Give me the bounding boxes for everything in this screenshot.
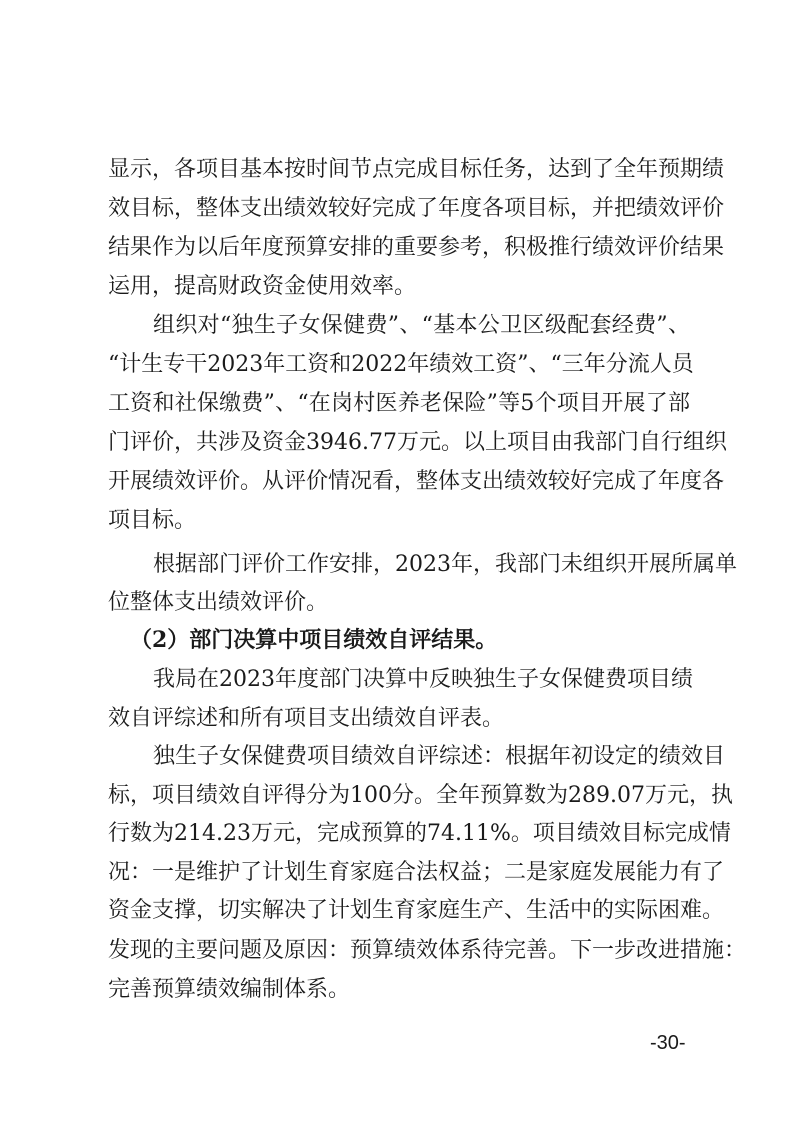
paragraph-line: 组织对“独生子女保健费”、“基本公卫区级配套经费”、: [153, 313, 690, 338]
paragraph-line: 门评价，共涉及资金3946.77万元。以上项目由我部门自行组织: [108, 430, 727, 455]
paragraph-line: 发现的主要问题及原因：预算绩效体系待完善。下一步改进措施：: [108, 938, 747, 963]
paragraph-line: 独生子女保健费项目绩效自评综述：根据年初设定的绩效目: [153, 744, 726, 769]
paragraph-line: 工资和社保缴费”、“在岗村医养老保险”等5个项目开展了部: [108, 391, 690, 416]
paragraph-line: 显示，各项目基本按时间节点完成目标任务，达到了全年预期绩: [108, 157, 725, 182]
paragraph-line: 况：一是维护了计划生育家庭合法权益；二是家庭发展能力有了: [108, 860, 725, 885]
paragraph-line: 效自评综述和所有项目支出绩效自评表。: [108, 706, 505, 731]
paragraph-line: 完善预算绩效编制体系。: [108, 977, 351, 1002]
page-number: -30-: [650, 1032, 686, 1054]
paragraph-line: 位整体支出绩效评价。: [108, 590, 329, 615]
paragraph-line: 开展绩效评价。从评价情况看，整体支出绩效较好完成了年度各: [108, 469, 725, 494]
paragraph-line: 效目标，整体支出绩效较好完成了年度各项目标，并把绩效评价: [108, 196, 725, 221]
section-heading: （2）部门决算中项目绩效自评结果。: [130, 627, 498, 653]
paragraph-line: “计生专干2023年工资和2022年绩效工资”、“三年分流人员: [108, 352, 694, 377]
paragraph-line: 运用，提高财政资金使用效率。: [108, 274, 417, 299]
paragraph-line: 根据部门评价工作安排，2023年，我部门未组织开展所属单: [153, 552, 737, 577]
paragraph-line: 项目标。: [108, 508, 197, 533]
paragraph-line: 结果作为以后年度预算安排的重要参考，积极推行绩效评价结果: [108, 235, 725, 260]
paragraph-line: 资金支撑，切实解决了计划生育家庭生产、生活中的实际困难。: [108, 898, 725, 923]
paragraph-line: 标，项目绩效自评得分为100分。全年预算数为289.07万元，执: [108, 783, 733, 808]
paragraph-line: 我局在2023年度部门决算中反映独生子女保健费项目绩: [153, 667, 693, 692]
paragraph-line: 行数为214.23万元，完成预算的74.11%。项目绩效目标完成情: [108, 821, 731, 846]
